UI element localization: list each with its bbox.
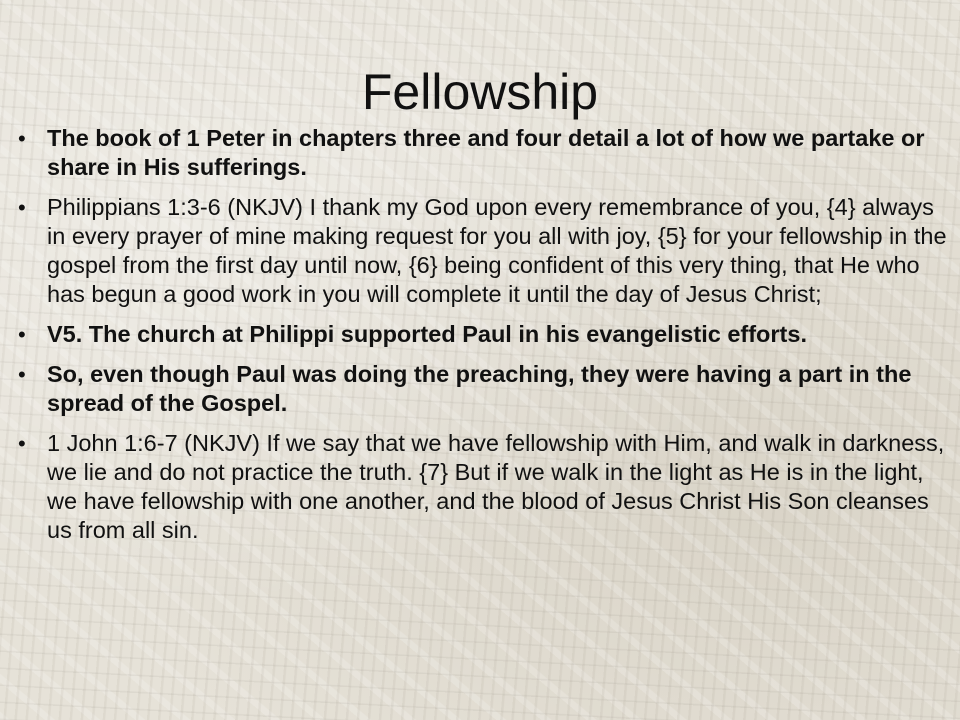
bullet-icon: •: [18, 431, 26, 456]
bullet-text: 1 John 1:6-7 (NKJV) If we say that we have fellowship with Him, and walk in darkness, we lie and do not practice the truth. {7} But if we walk in the light as He is in the light, we have fellowship with one another, and the blood of Jesus Christ His Son cleanses us from all sin.: [47, 430, 945, 543]
bullet-icon: •: [18, 126, 26, 151]
bullet-item-3: [18, 320, 948, 349]
bullet-item-4: [18, 360, 948, 418]
bullet-icon: •: [18, 195, 26, 220]
bullet-item-2: [18, 193, 948, 309]
bullet-text: Philippians 1:3-6 (NKJV) I thank my God upon every remembrance of you, {4} always in every prayer of mine making request for you all with joy, {5} for your fellowship in the gospel from the first day until now, {6} being confident of this very thing, that He who has begun a good work in you will complete it until the day of Jesus Christ;: [47, 194, 947, 307]
bullet-list: [18, 124, 948, 556]
slide-title: Fellowship: [361, 64, 599, 120]
bullet-text: V5. The church at Philippi supported Paul in his evangelistic efforts.: [47, 321, 807, 347]
bullet-text: So, even though Paul was doing the preaching, they were having a part in the spread of the Gospel.: [47, 361, 912, 416]
bullet-text: The book of 1 Peter in chapters three and four detail a lot of how we partake or share in His sufferings.: [47, 125, 925, 180]
bullet-item-1: [18, 124, 948, 182]
bullet-icon: •: [18, 322, 26, 347]
bullet-icon: •: [18, 362, 26, 387]
bullet-item-5: [18, 429, 948, 545]
